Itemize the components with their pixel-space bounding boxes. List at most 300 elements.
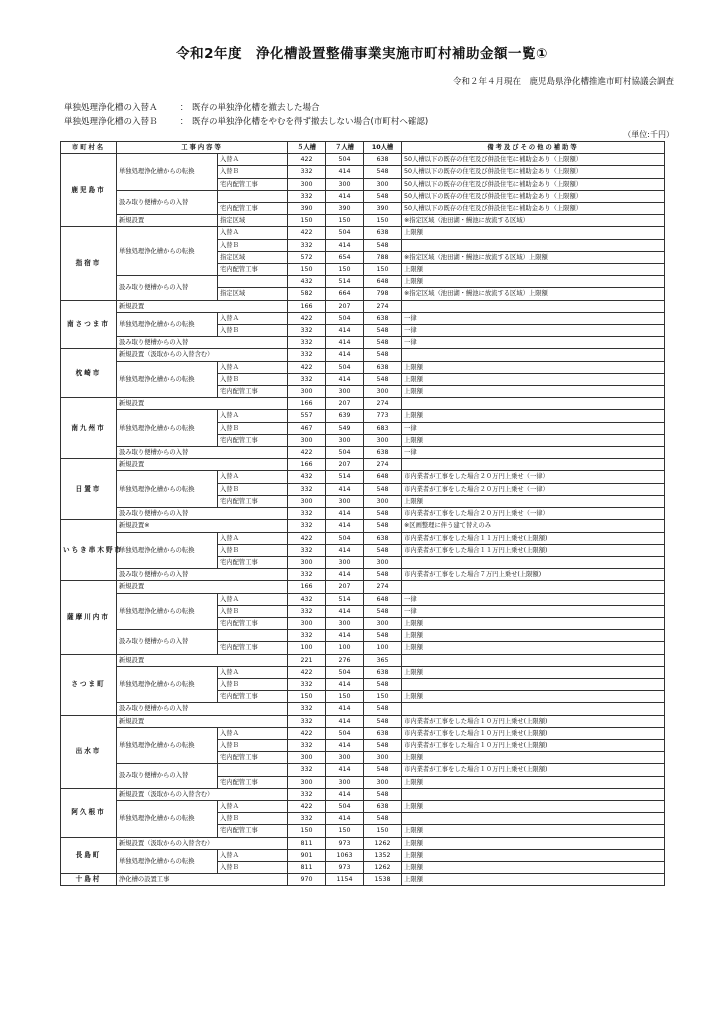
value-10-cell: 548 [364,605,402,617]
note-cell: ※指定区域（池田湖・鰻池に放流する区域）上限額 [402,288,665,300]
value-5-cell: 166 [288,459,326,471]
note-cell: 上限額 [402,386,665,398]
municipality-cell: 指宿市 [61,227,117,300]
value-7-cell: 414 [326,239,364,251]
value-7-cell: 414 [326,764,364,776]
note-cell: 市内業者が工事をした場合２０万円上乗せ（一律） [402,508,665,520]
value-5-cell: 332 [288,349,326,361]
value-10-cell: 548 [364,483,402,495]
value-10-cell: 274 [364,459,402,471]
value-7-cell: 150 [326,825,364,837]
value-10-cell: 638 [364,154,402,166]
note-cell [402,654,665,666]
value-5-cell: 422 [288,727,326,739]
value-7-cell: 504 [326,447,364,459]
work-category-cell: 単独処理浄化槽からの転換 [117,532,218,569]
table-row [61,471,665,483]
work-type-cell: 宅内配管工事 [218,825,288,837]
note-cell: 市内業者が工事をした場合７万円上乗せ(上限額) [402,569,665,581]
municipality-cell: 長島町 [61,837,117,874]
work-category-cell: 新規設置 [117,459,288,471]
note-cell: 市内業者が工事をした場合１０万円上乗せ(上限額) [402,715,665,727]
work-category-cell: 新規設置 [117,398,288,410]
note-cell: 50人槽以下の既存の住宅及び併設住宅に補助金あり（上限額） [402,166,665,178]
work-type-cell: 入替Ａ [218,471,288,483]
work-category-cell: 汲み取り便槽からの入替 [117,569,288,581]
value-10-cell: 648 [364,471,402,483]
value-5-cell: 100 [288,642,326,654]
work-type-cell: 宅内配管工事 [218,776,288,788]
value-10-cell: 788 [364,251,402,263]
value-10-cell: 548 [364,337,402,349]
work-category-cell: 新規設置 [117,654,288,666]
page-title: 令和2年度 浄化槽設置整備事業実施市町村補助金額一覧① [176,46,548,62]
value-10-cell: 638 [364,361,402,373]
table-row [61,227,665,239]
value-10-cell: 638 [364,312,402,324]
work-category-cell: 単独処理浄化槽からの転換 [117,593,218,630]
table-row [61,361,665,373]
value-10-cell: 648 [364,593,402,605]
table-row [61,190,665,202]
note-cell: 上限額 [402,373,665,385]
table-row [61,276,665,288]
work-type-cell [218,764,288,776]
note-cell [402,398,665,410]
work-type-cell: 入替Ａ [218,593,288,605]
work-type-cell: 宅内配管工事 [218,264,288,276]
work-type-cell [218,276,288,288]
value-7-cell: 207 [326,300,364,312]
value-10-cell: 548 [364,373,402,385]
value-7-cell: 664 [326,288,364,300]
value-10-cell: 548 [364,703,402,715]
note-cell: 市内業者が工事をした場合１１万円上乗せ(上限額) [402,544,665,556]
work-category-cell: 汲み取り便槽からの入替 [117,337,288,349]
value-5-cell: 150 [288,215,326,227]
note-cell: 上限額 [402,642,665,654]
value-5-cell: 150 [288,825,326,837]
work-type-cell: 入替Ｂ [218,373,288,385]
municipality-cell: いちき串木野市 [61,520,117,581]
value-5-cell: 332 [288,630,326,642]
note-cell [402,813,665,825]
value-5-cell: 300 [288,386,326,398]
work-type-cell: 宅内配管工事 [218,495,288,507]
note-cell: 50人槽以下の既存の住宅及び併設住宅に補助金あり（上限額） [402,178,665,190]
note-cell: ※指定区域（池田湖・鰻池に放流する区域）上限額 [402,251,665,263]
work-category-cell: 新規設置 [117,715,288,727]
note-cell: ※指定区域（池田湖・鰻池に放流する区域） [402,215,665,227]
work-type-cell: 入替Ａ [218,666,288,678]
value-7-cell: 514 [326,593,364,605]
value-7-cell: 414 [326,190,364,202]
value-10-cell: 300 [364,776,402,788]
value-5-cell: 332 [288,325,326,337]
table-row [61,349,665,361]
work-category-cell: 新規設置※ [117,520,288,532]
table-row [61,508,665,520]
value-7-cell: 504 [326,800,364,812]
municipality-cell: 枕崎市 [61,349,117,398]
value-7-cell: 504 [326,532,364,544]
work-type-cell: 指定区域 [218,251,288,263]
legend-item-a: 単独処理浄化槽の入替Ａ ： 既存の単独浄化槽を撤去した場合 [64,103,320,113]
survey-date-note: 令和２年４月現在 鹿児島県浄化槽推進市町村協議会調査 [452,77,674,87]
value-5-cell: 332 [288,239,326,251]
municipality-cell: 鹿児島市 [61,154,117,227]
value-7-cell: 504 [326,361,364,373]
work-type-cell: 宅内配管工事 [218,434,288,446]
value-10-cell: 548 [364,715,402,727]
work-category-cell: 単独処理浄化槽からの転換 [117,800,218,837]
value-7-cell: 504 [326,154,364,166]
note-cell: 上限額 [402,874,665,886]
note-cell: 上限額 [402,776,665,788]
note-cell: ※区画整理に伴う建て替えのみ [402,520,665,532]
value-7-cell: 150 [326,264,364,276]
work-category-cell: 単独処理浄化槽からの転換 [117,312,218,336]
value-7-cell: 414 [326,703,364,715]
municipality-cell: 薩摩川内市 [61,581,117,654]
value-5-cell: 332 [288,788,326,800]
note-cell: 一律 [402,605,665,617]
value-10-cell: 548 [364,678,402,690]
work-type-cell: 宅内配管工事 [218,691,288,703]
value-10-cell: 150 [364,264,402,276]
note-cell [402,459,665,471]
table-row [61,715,665,727]
table-row [61,654,665,666]
value-7-cell: 414 [326,569,364,581]
note-cell: 上限額 [402,617,665,629]
value-7-cell: 414 [326,508,364,520]
note-cell: 一律 [402,593,665,605]
value-5-cell: 332 [288,520,326,532]
work-type-cell: 宅内配管工事 [218,178,288,190]
value-5-cell: 901 [288,849,326,861]
work-category-cell: 汲み取り便槽からの入替 [117,764,218,788]
value-5-cell: 332 [288,166,326,178]
work-type-cell: 入替Ａ [218,849,288,861]
value-10-cell: 300 [364,495,402,507]
value-7-cell: 207 [326,581,364,593]
note-cell: 市内業者が工事をした場合１０万円上乗せ(上限額) [402,764,665,776]
work-type-cell: 入替Ｂ [218,483,288,495]
value-5-cell: 811 [288,837,326,849]
value-5-cell: 332 [288,715,326,727]
work-category-cell: 新規設置 [117,581,288,593]
value-7-cell: 414 [326,337,364,349]
work-type-cell: 入替Ｂ [218,422,288,434]
value-5-cell: 970 [288,874,326,886]
value-5-cell: 300 [288,556,326,568]
value-5-cell: 422 [288,800,326,812]
legend-item-b: 単独処理浄化槽の入替Ｂ ： 既存の単独浄化槽をやむを得ず撤去しない場合(市町村へ確認) [64,117,429,127]
value-5-cell: 332 [288,678,326,690]
note-cell [402,788,665,800]
value-5-cell: 432 [288,471,326,483]
value-7-cell: 300 [326,434,364,446]
note-cell: 50人槽以下の既存の住宅及び併設住宅に補助金あり（上限額） [402,203,665,215]
note-cell: 上限額 [402,434,665,446]
value-5-cell: 422 [288,361,326,373]
value-5-cell: 390 [288,203,326,215]
table-header-row [61,142,665,154]
value-5-cell: 432 [288,276,326,288]
municipality-cell: 南さつま市 [61,300,117,349]
value-5-cell: 332 [288,605,326,617]
note-cell: 上限額 [402,666,665,678]
value-5-cell: 572 [288,251,326,263]
note-cell: 市内業者が工事をした場合１１万円上乗せ(上限額) [402,532,665,544]
table-row [61,581,665,593]
value-10-cell: 300 [364,386,402,398]
work-type-cell: 入替Ａ [218,410,288,422]
table-row [61,215,665,227]
note-cell: 上限額 [402,752,665,764]
value-7-cell: 1154 [326,874,364,886]
value-7-cell: 654 [326,251,364,263]
value-5-cell: 300 [288,617,326,629]
municipality-cell: さつま町 [61,654,117,715]
value-7-cell: 504 [326,727,364,739]
value-7-cell: 1063 [326,849,364,861]
header-5: ５人槽 [288,142,326,154]
value-7-cell: 973 [326,861,364,873]
value-7-cell: 414 [326,520,364,532]
value-5-cell: 422 [288,447,326,459]
value-5-cell: 332 [288,569,326,581]
work-category-cell: 単独処理浄化槽からの転換 [117,154,218,191]
value-5-cell: 467 [288,422,326,434]
work-type-cell: 指定区域 [218,288,288,300]
value-10-cell: 1262 [364,861,402,873]
work-type-cell: 入替Ｂ [218,813,288,825]
value-7-cell: 549 [326,422,364,434]
value-7-cell: 414 [326,678,364,690]
value-7-cell: 150 [326,691,364,703]
municipality-cell: 出水市 [61,715,117,788]
table-row [61,727,665,739]
table-row [61,312,665,324]
work-type-cell: 宅内配管工事 [218,752,288,764]
value-10-cell: 300 [364,752,402,764]
table-row [61,593,665,605]
value-7-cell: 504 [326,227,364,239]
work-type-cell: 宅内配管工事 [218,386,288,398]
note-cell: 一律 [402,447,665,459]
header-note: 備考及びその他の補助等 [402,142,665,154]
value-5-cell: 300 [288,752,326,764]
value-10-cell: 300 [364,434,402,446]
table-row [61,788,665,800]
value-10-cell: 274 [364,300,402,312]
note-cell: 市内業者が工事をした場合１０万円上乗せ(上限額) [402,739,665,751]
value-7-cell: 414 [326,483,364,495]
value-7-cell: 414 [326,325,364,337]
table-row [61,532,665,544]
value-5-cell: 300 [288,495,326,507]
value-5-cell: 422 [288,312,326,324]
value-10-cell: 1538 [364,874,402,886]
table-row [61,874,665,886]
value-10-cell: 150 [364,825,402,837]
value-7-cell: 514 [326,276,364,288]
value-10-cell: 548 [364,569,402,581]
work-type-cell [218,630,288,642]
value-5-cell: 332 [288,544,326,556]
work-type-cell: 宅内配管工事 [218,617,288,629]
value-10-cell: 1262 [364,837,402,849]
work-category-cell: 新規設置（汲取からの入替含む） [117,837,288,849]
value-5-cell: 332 [288,703,326,715]
work-type-cell: 指定区域 [218,215,288,227]
note-cell: 上限額 [402,361,665,373]
value-5-cell: 332 [288,483,326,495]
work-type-cell: 入替Ｂ [218,239,288,251]
value-5-cell: 221 [288,654,326,666]
value-5-cell: 150 [288,691,326,703]
work-type-cell [218,190,288,202]
note-cell: 上限額 [402,227,665,239]
value-10-cell: 548 [364,788,402,800]
work-type-cell: 入替Ａ [218,312,288,324]
work-type-cell: 入替Ａ [218,800,288,812]
note-cell: 市内業者が工事をした場合２０万円上乗せ（一律） [402,471,665,483]
work-type-cell: 宅内配管工事 [218,203,288,215]
note-cell: 上限額 [402,410,665,422]
table-row [61,569,665,581]
work-category-cell: 汲み取り便槽からの入替 [117,703,288,715]
work-category-cell: 新規設置 [117,300,288,312]
value-7-cell: 300 [326,495,364,507]
value-10-cell: 548 [364,190,402,202]
value-5-cell: 150 [288,264,326,276]
value-5-cell: 166 [288,398,326,410]
value-10-cell: 100 [364,642,402,654]
table-row [61,300,665,312]
work-category-cell: 新規設置（汲取からの入替含む） [117,788,288,800]
note-cell [402,239,665,251]
value-10-cell: 274 [364,398,402,410]
work-type-cell: 宅内配管工事 [218,642,288,654]
table-row [61,398,665,410]
note-cell [402,678,665,690]
work-category-cell: 単独処理浄化槽からの転換 [117,471,218,508]
value-7-cell: 414 [326,630,364,642]
value-5-cell: 332 [288,337,326,349]
value-7-cell: 504 [326,312,364,324]
work-type-cell: 入替Ｂ [218,739,288,751]
municipality-cell: 十島村 [61,874,117,886]
work-category-cell: 汲み取り便槽からの入替 [117,190,218,214]
table-row [61,520,665,532]
work-type-cell: 入替Ｂ [218,544,288,556]
note-cell: 一律 [402,325,665,337]
value-10-cell: 648 [364,276,402,288]
value-10-cell: 548 [364,630,402,642]
table-row [61,703,665,715]
work-type-cell: 入替Ｂ [218,166,288,178]
value-5-cell: 332 [288,508,326,520]
value-10-cell: 150 [364,691,402,703]
note-cell: 50人槽以下の既存の住宅及び併設住宅に補助金あり（上限額） [402,190,665,202]
note-cell: 上限額 [402,861,665,873]
work-category-cell: 浄化槽の設置工事 [117,874,288,886]
work-category-cell: 単独処理浄化槽からの転換 [117,410,218,447]
value-7-cell: 414 [326,544,364,556]
value-10-cell: 300 [364,617,402,629]
work-type-cell: 入替Ａ [218,361,288,373]
value-5-cell: 332 [288,764,326,776]
value-10-cell: 150 [364,215,402,227]
value-10-cell: 548 [364,349,402,361]
value-10-cell: 548 [364,739,402,751]
value-7-cell: 414 [326,715,364,727]
note-cell: 市内業者が工事をした場合１０万円上乗せ(上限額) [402,727,665,739]
value-5-cell: 166 [288,581,326,593]
note-cell: 上限額 [402,495,665,507]
table-row [61,849,665,861]
value-5-cell: 300 [288,434,326,446]
value-7-cell: 414 [326,349,364,361]
value-5-cell: 422 [288,227,326,239]
value-10-cell: 548 [364,764,402,776]
value-10-cell: 548 [364,520,402,532]
work-category-cell: 汲み取り便槽からの入替 [117,508,288,520]
value-10-cell: 638 [364,727,402,739]
note-cell: 一律 [402,337,665,349]
value-10-cell: 365 [364,654,402,666]
note-cell: 一律 [402,312,665,324]
value-5-cell: 432 [288,593,326,605]
work-type-cell: 入替Ｂ [218,605,288,617]
table-row [61,764,665,776]
work-type-cell: 入替Ａ [218,227,288,239]
unit-note: （単位:千円） [623,130,674,139]
value-10-cell: 638 [364,666,402,678]
value-7-cell: 207 [326,459,364,471]
value-7-cell: 207 [326,398,364,410]
table-row [61,459,665,471]
value-7-cell: 639 [326,410,364,422]
note-cell: 上限額 [402,825,665,837]
value-7-cell: 973 [326,837,364,849]
municipality-cell: 南九州市 [61,398,117,459]
value-5-cell: 422 [288,532,326,544]
value-7-cell: 414 [326,739,364,751]
note-cell: 上限額 [402,837,665,849]
work-category-cell: 汲み取り便槽からの入替 [117,630,218,654]
work-type-cell: 宅内配管工事 [218,556,288,568]
municipality-cell: 日置市 [61,459,117,520]
table-row [61,837,665,849]
note-cell: 50人槽以下の既存の住宅及び併設住宅に補助金あり（上限額） [402,154,665,166]
header-work: 工事内容等 [117,142,288,154]
value-5-cell: 300 [288,776,326,788]
value-10-cell: 300 [364,178,402,190]
value-5-cell: 422 [288,154,326,166]
value-10-cell: 548 [364,813,402,825]
note-cell [402,581,665,593]
note-cell [402,703,665,715]
value-10-cell: 548 [364,325,402,337]
value-5-cell: 300 [288,178,326,190]
value-7-cell: 300 [326,617,364,629]
note-cell: 上限額 [402,276,665,288]
value-10-cell: 274 [364,581,402,593]
